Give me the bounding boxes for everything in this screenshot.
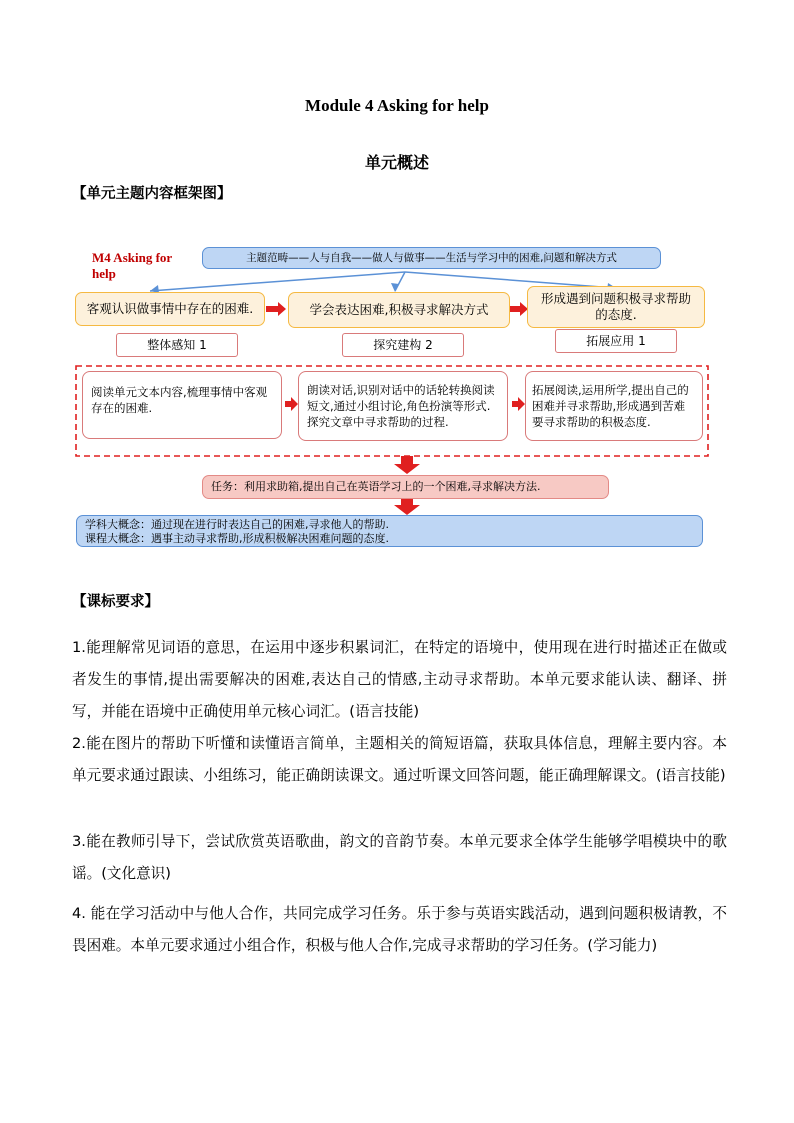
down-arrow-1 <box>394 456 420 474</box>
page-title: Module 4 Asking for help <box>305 96 489 115</box>
stage-label-2: 探究建构 2 <box>342 333 464 357</box>
course-concept: 课程大概念：遇事主动寻求帮助,形成积极解决困难问题的态度. <box>85 532 389 545</box>
stage-label-3: 拓展应用 1 <box>555 329 677 353</box>
goal-box-3: 形成遇到问题积极寻求帮助的态度. <box>527 286 705 328</box>
theme-bar: 主题范畴——人与自我——做人与做事——生活与学习中的困难,问题和解决方式 <box>202 247 661 269</box>
activity-box-1: 阅读单元文本内容,梳理事情中客观存在的困难. <box>82 371 282 439</box>
goal-box-2: 学会表达困难,积极寻求解决方式 <box>288 292 510 328</box>
standard-item-4: 4. 能在学习活动中与他人合作，共同完成学习任务。乐于参与英语实践活动，遇到问题积极请教，不畏困难。本单元要求通过小组合作，积极与他人合作,完成寻求帮助的学习任务。(学习能力) <box>72 905 727 954</box>
module-label: M4 Asking for help <box>92 250 172 281</box>
task-bar: 任务：利用求助箱,提出自己在英语学习上的一个困难,寻求解决方法. <box>202 475 609 499</box>
standards-heading: 【课标要求】 <box>72 594 159 610</box>
activity-box-2: 朗读对话,识别对话中的话轮转换阅读短文,通过小组讨论,角色扮演等形式.探究文章中寻求帮助的过程. <box>298 371 508 441</box>
goal-arrow-2 <box>508 302 528 316</box>
framework-heading: 【单元主题内容框架图】 <box>72 186 232 202</box>
page-subtitle: 单元概述 <box>364 153 429 172</box>
standard-item-2: 2.能在图片的帮助下听懂和读懂语言简单，主题相关的简短语篇，获取具体信息，理解主要内容。本单元要求通过跟读、小组练习，能正确朗读课文。通过听课文回答问题，能正确理解课文。(语言技能) <box>72 735 727 784</box>
down-arrow-2 <box>394 499 420 515</box>
goal-arrow-1 <box>266 302 286 316</box>
concepts-bar <box>76 515 703 547</box>
activity-arrow-2 <box>512 397 525 411</box>
subject-concept: 学科大概念：通过现在进行时表达自己的困难,寻求他人的帮助. <box>85 518 389 531</box>
activity-arrow-1 <box>285 397 298 411</box>
connector-arrowhead-2 <box>391 283 399 292</box>
goal-box-1: 客观认识做事情中存在的困难. <box>75 292 265 326</box>
standard-item-3: 3.能在教师引导下，尝试欣赏英语歌曲，韵文的音韵节奏。本单元要求全体学生能够学唱模块中的歌谣。(文化意识) <box>72 833 727 882</box>
activity-box-3: 拓展阅读,运用所学,提出自己的困难并寻求帮助,形成遇到苦难要寻求帮助的积极态度. <box>525 371 703 441</box>
stage-label-1: 整体感知 1 <box>116 333 238 357</box>
standard-item-1: 1.能理解常见词语的意思，在运用中逐步积累词汇，在特定的语境中，使用现在进行时描述正在做或者发生的事情,提出需要解决的困难,表达自己的情感,主动寻求帮助。本单元要求能认读、翻译、拼写，并能在语境中正确使用单元核心词汇。(语言技能) <box>72 639 727 720</box>
